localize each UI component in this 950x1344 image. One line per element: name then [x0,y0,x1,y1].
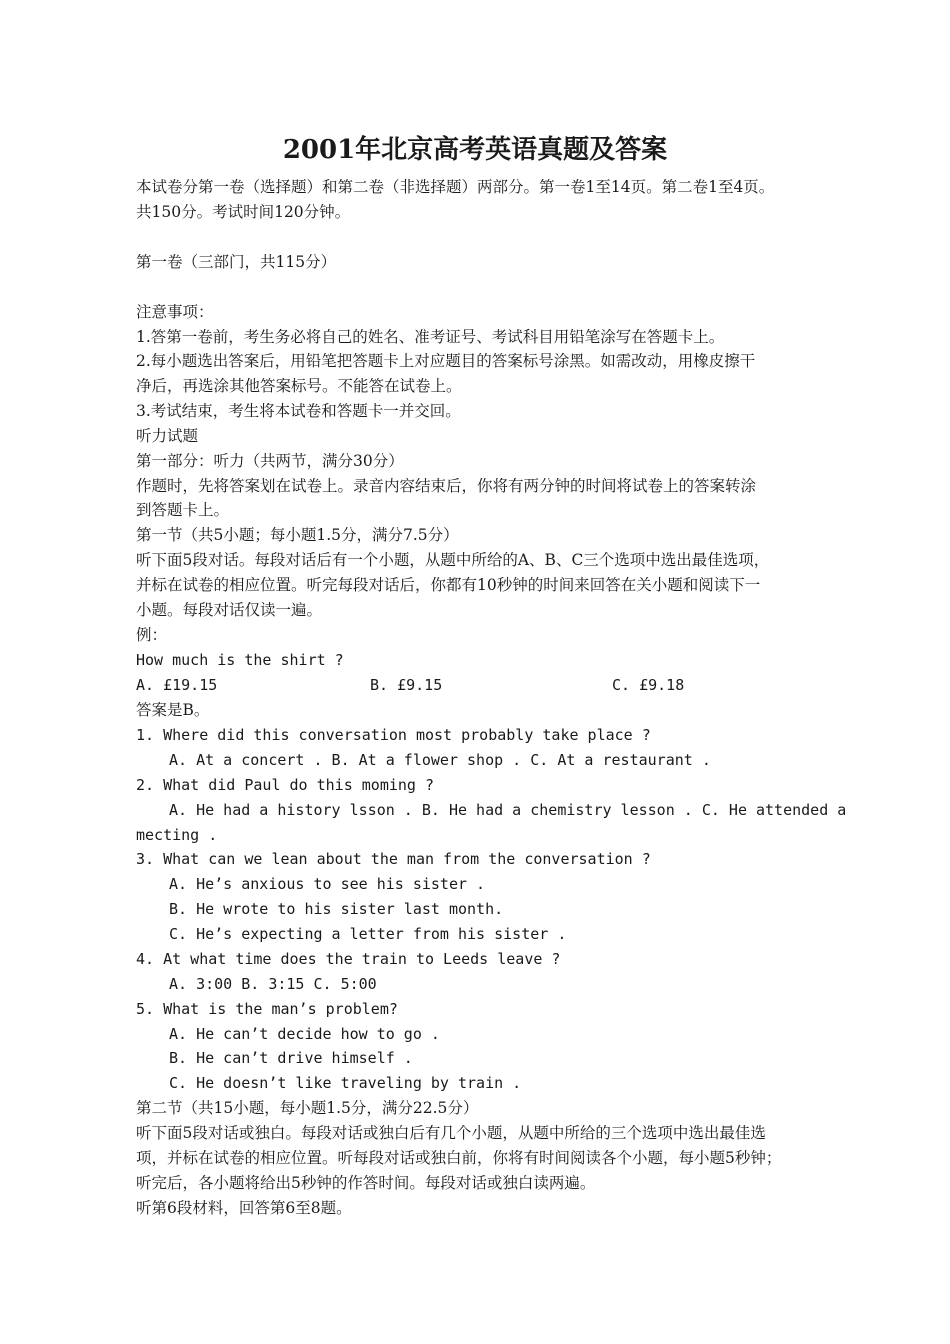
question-5-option-b: B. He can’t drive himself . [169,1049,413,1067]
question-3-option-b: B. He wrote to his sister last month. [169,900,504,918]
example-option-c: C. £9.18 [612,676,685,694]
example-option-a: A. £19.15 [136,676,218,694]
question-2-options-cont: mecting . [136,826,218,844]
section1-instr-a: 听下面5段对话。每段对话后有一个小题，从题中所给的A、B、C三个选项中选出最佳选项， [136,551,770,569]
note-3: 3.考试结束，考生将本试卷和答题卡一并交回。 [136,402,461,420]
question-4: 4. At what time does the train to Leeds leave ? [136,950,561,968]
part1-heading: 第一卷（三部门，共115分） [136,253,337,271]
question-2: 2. What did Paul do this moming ? [136,776,435,794]
note-2b: 净后，再选涂其他答案标号。不能答在试卷上。 [136,377,462,395]
question-3-option-a: A. He’s anxious to see his sister . [169,875,486,893]
intro-line-2: 共150分。考试时间120分钟。 [136,203,351,221]
notes-heading: 注意事项： [136,303,214,321]
question-1-options: A. At a concert . B. At a flower shop . C. At a restaurant . [169,751,711,769]
intro-line-1: 本试卷分第一卷（选择题）和第二卷（非选择题）两部分。第一卷1至14页。第二卷1至4页。 [136,178,775,196]
section2-instr-c: 听完后，各小题将给出5秒钟的作答时间。每段对话或独白读两遍。 [136,1174,596,1192]
question-5-option-a: A. He can’t decide how to go . [169,1025,440,1043]
listening-heading: 听力试题 [136,427,199,445]
example-option-b: B. £9.15 [370,676,443,694]
note-2a: 2.每小题选出答案后，用铅笔把答题卡上对应题目的答案标号涂黑。如需改动，用橡皮擦干 [136,352,756,370]
question-5-option-c: C. He doesn’t like traveling by train . [169,1074,522,1092]
section2-heading: 第二节（共15小题，每小题1.5分，满分22.5分） [136,1099,479,1117]
listening-instr-b: 到答题卡上。 [136,501,230,519]
listening-part1: 第一部分：听力（共两节，满分30分） [136,452,404,470]
section1-instr-c: 小题。每段对话仅读一遍。 [136,601,323,619]
question-1: 1. Where did this conversation most probably take place ? [136,726,651,744]
note-1: 1.答第一卷前，考生务必将自己的姓名、准考证号、考试科目用铅笔涂写在答题卡上。 [136,328,725,346]
question-2-options: A. He had a history lsson . B. He had a chemistry lesson . C. He attended a [169,801,847,819]
page-title: 2001年北京高考英语真题及答案 [282,135,668,165]
example-label: 例： [136,626,168,644]
section2-instr-b: 项，并标在试卷的相应位置。听每段对话或独白前，你将有时间阅读各个小题，每小题5秒钟； [136,1149,782,1167]
section1-heading: 第一节（共5小题；每小题1.5分，满分7.5分） [136,526,459,544]
section1-instr-b: 并标在试卷的相应位置。听完每段对话后，你都有10秒钟的时间来回答在关小题和阅读下一 [136,576,761,594]
question-5: 5. What is the man’s problem? [136,1000,398,1018]
question-3-option-c: C. He’s expecting a letter from his sister . [169,925,567,943]
example-answer: 答案是B。 [136,701,210,719]
section2-instr-a: 听下面5段对话或独白。每段对话或独白后有几个小题，从题中所给的三个选项中选出最佳选 [136,1124,766,1142]
section2-instr-d: 听第6段材料，回答第6至8题。 [136,1199,352,1217]
listening-instr-a: 作题时，先将答案划在试卷上。录音内容结束后，你将有两分钟的时间将试卷上的答案转涂 [136,477,757,495]
example-question: How much is the shirt ? [136,651,344,669]
question-3: 3. What can we lean about the man from the conversation ? [136,850,651,868]
question-4-options: A. 3:00 B. 3:15 C. 5:00 [169,975,377,993]
